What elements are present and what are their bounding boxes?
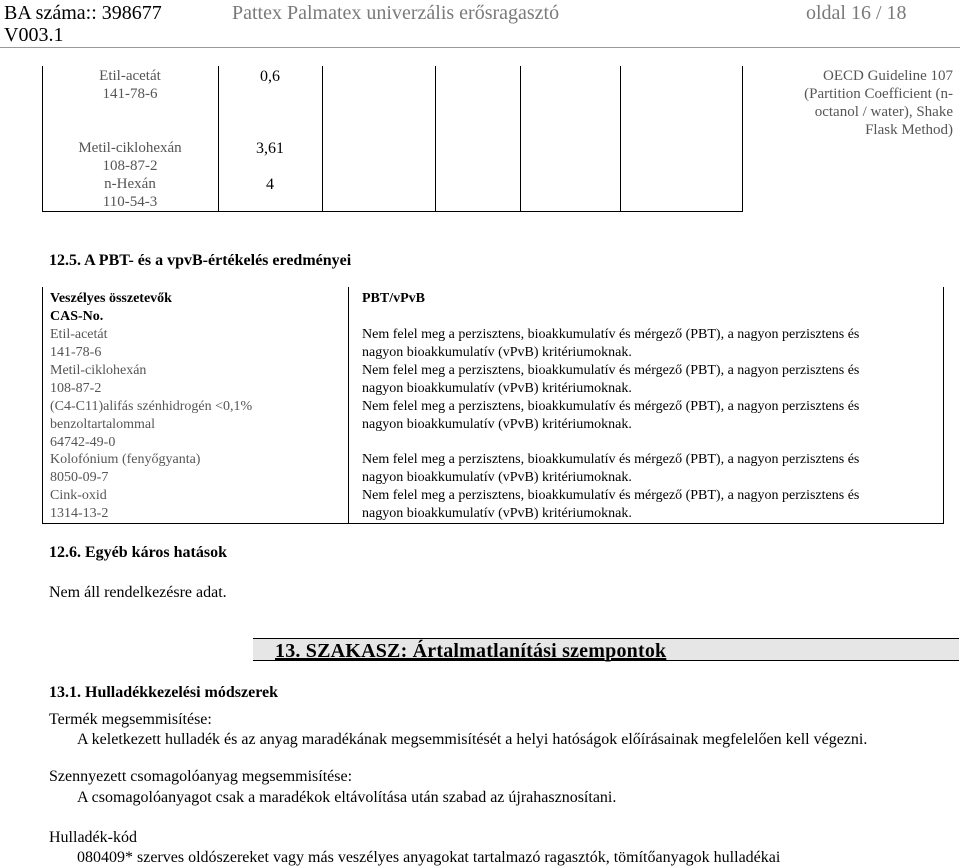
- table-border: [435, 66, 436, 212]
- waste-code-text: 080409* szerves oldószereket vagy más veszélyes anyagokat tartalmazó ragasztók, tömítőanyagok hulladékai: [77, 849, 781, 866]
- ingredient-cell: (C4-C11)alifás szénhidrogén <0,1% benzoltartalommal 64742-49-0: [50, 399, 253, 450]
- table-cell: Metil-ciklohexán 108-87-2: [78, 140, 182, 174]
- table-cell: n-Hexán 110-54-3: [102, 176, 158, 210]
- header-divider: [0, 47, 960, 48]
- page-number: oldal 16 / 18: [806, 2, 907, 24]
- pbt-result-cell: Nem felel meg a perzisztens, bioakkumulatív és mérgező (PBT), a nagyon perzisztens és nagyon bioakkumulatív (vPvB) kritériumoknak.: [362, 399, 860, 432]
- table-border: [348, 287, 349, 524]
- pbt-result-cell: Nem felel meg a perzisztens, bioakkumulatív és mérgező (PBT), a nagyon perzisztens és nagyon bioakkumulatív (vPvB) kritériumoknak.: [362, 363, 860, 396]
- pbt-result-cell: Nem felel meg a perzisztens, bioakkumulatív és mérgező (PBT), a nagyon perzisztens és nagyon bioakkumulatív (vPvB) kritériumoknak.: [362, 327, 860, 360]
- ingredient-cell: Etil-acetát 141-78-6: [50, 327, 108, 360]
- document-number: BA száma:: 398677: [4, 2, 162, 24]
- product-name: Pattex Palmatex univerzális erősragasztó: [232, 2, 560, 24]
- method-cell: OECD Guideline 107 (Partition Coefficient (n- octanol / water), Shake Flask Method): [804, 68, 953, 138]
- column-header-pbt: PBT/vPvB: [362, 291, 426, 306]
- table-border: [42, 523, 944, 524]
- column-header-ingredients: Veszélyes összetevők CAS-No.: [50, 291, 172, 324]
- product-disposal-label: Termék megsemmisítése:: [49, 711, 212, 728]
- section-13-title: 13. SZAKASZ: Ártalmatlanítási szempontok: [275, 640, 667, 662]
- ingredient-cell: Cink-oxid 1314-13-2: [50, 488, 109, 521]
- table-border: [42, 211, 743, 212]
- packaging-disposal-text: A csomagolóanyagot csak a maradékok eltávolítása után szabad az újrahasznosítani.: [77, 789, 617, 806]
- table-border: [322, 66, 323, 212]
- pbt-result-cell: Nem felel meg a perzisztens, bioakkumulatív és mérgező (PBT), a nagyon perzisztens és nagyon bioakkumulatív (vPvB) kritériumoknak.: [362, 488, 860, 521]
- packaging-disposal-label: Szennyezett csomagolóanyag megsemmisítése:: [49, 768, 353, 785]
- section-heading-13-1: 13.1. Hulladékkezelési módszerek: [49, 684, 279, 701]
- table-border: [520, 66, 521, 212]
- table-cell: 3,61: [256, 140, 284, 157]
- ingredient-cell: Kolofónium (fenyőgyanta) 8050-09-7: [50, 452, 201, 485]
- product-disposal-text: A keletkezett hulladék és az anyag maradékának megsemmisítését a helyi hatóságok előírásainak megfelelően kell végezni.: [77, 731, 868, 748]
- table-border: [42, 287, 43, 524]
- waste-code-label: Hulladék-kód: [49, 829, 137, 846]
- table-border: [620, 66, 621, 212]
- section-heading-12-5: 12.5. A PBT- és a vpvB-értékelés eredményei: [49, 252, 352, 269]
- table-border: [943, 287, 944, 524]
- table-cell: 0,6: [260, 68, 280, 85]
- pbt-result-cell: Nem felel meg a perzisztens, bioakkumulatív és mérgező (PBT), a nagyon perzisztens és nagyon bioakkumulatív (vPvB) kritériumoknak.: [362, 452, 860, 485]
- document-version: V003.1: [4, 24, 64, 46]
- ingredient-cell: Metil-ciklohexán 108-87-2: [50, 363, 147, 396]
- other-effects-text: Nem áll rendelkezésre adat.: [49, 584, 227, 601]
- table-cell: 4: [266, 176, 274, 193]
- section-heading-12-6: 12.6. Egyéb káros hatások: [49, 544, 227, 561]
- table-cell: Etil-acetát 141-78-6: [99, 68, 161, 102]
